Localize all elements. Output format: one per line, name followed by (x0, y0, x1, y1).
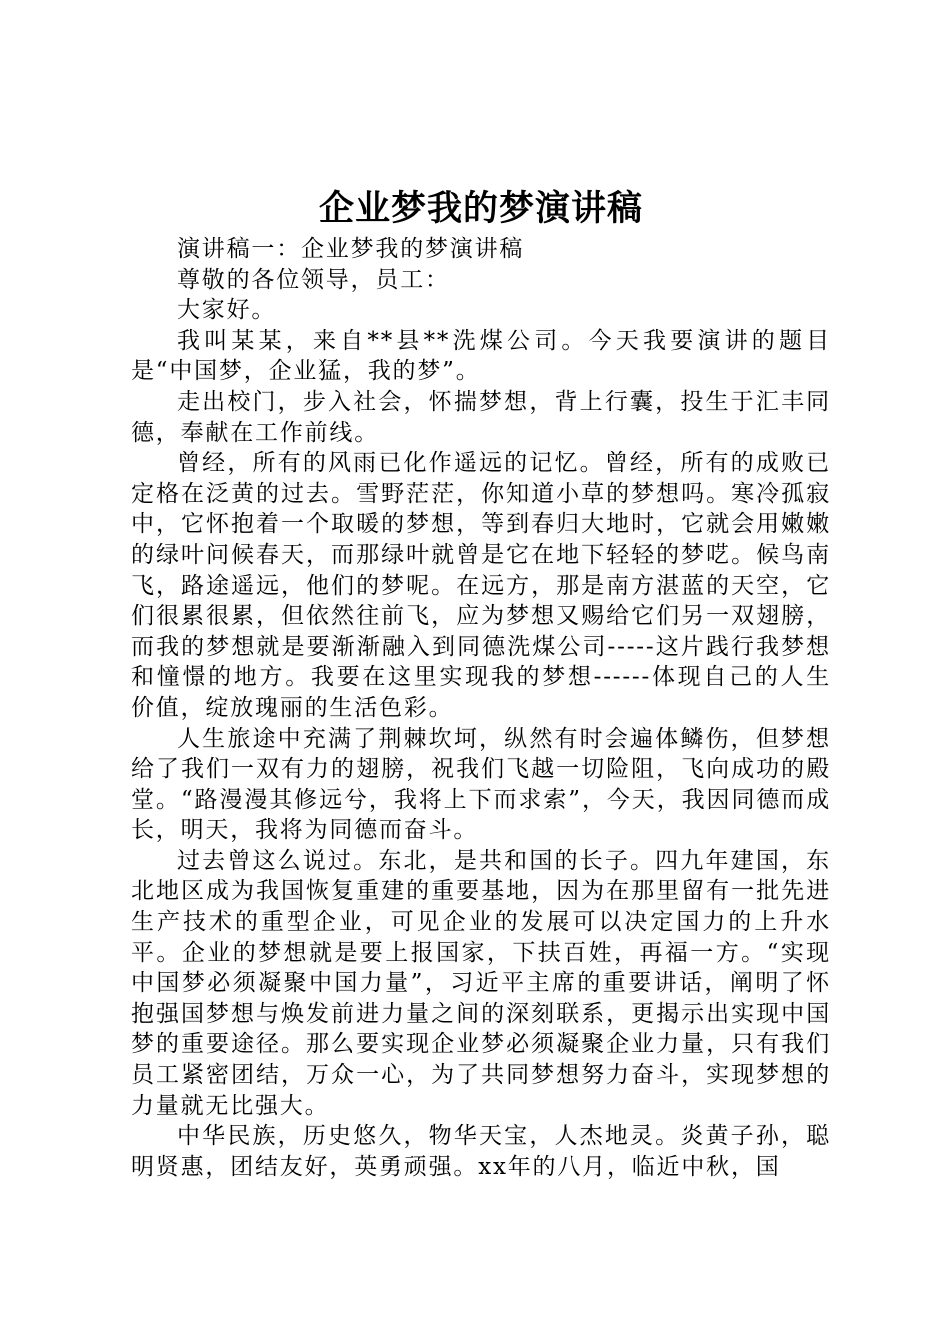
document-page (131, 182, 831, 1182)
paragraph-introduction: 我叫某某，来自**县**洗煤公司。今天我要演讲的题目是“中国梦，企业猛，我的梦”。 (131, 327, 831, 385)
paragraph-salutation: 尊敬的各位领导，员工： (177, 266, 450, 293)
paragraph: 走出校门，步入社会，怀揣梦想，背上行囊，投生于汇丰同德，奉献在工作前线。 (131, 388, 831, 446)
paragraph: 人生旅途中充满了荆棘坎坷，纵然有时会遍体鳞伤，但梦想给了我们一双有力的翅膀，祝我们飞越一切险阻，飞向成功的殿堂。“路漫漫其修远兮，我将上下而求索”，今天，我因同德而成长，明天，我将为同德而奋斗。 (131, 725, 831, 844)
document-body (131, 234, 831, 1182)
paragraph: 中华民族，历史悠久，物华天宝，人杰地灵。炎黄子孙，聪明贤惠，团结友好，英勇顽强。xx年的八月，临近中秋，国 (131, 1123, 831, 1180)
paragraph-heading: 演讲稿一：企业梦我的梦演讲稿 (177, 236, 525, 262)
paragraph-greeting: 大家好。 (177, 297, 277, 324)
document-title: 企业梦我的梦演讲稿 (318, 188, 643, 229)
paragraph: 曾经，所有的风雨已化作遥远的记忆。曾经，所有的成败已定格在泛黄的过去。雪野茫茫，你知道小草的梦想吗。寒冷孤寂中，它怀抱着一个取暖的梦想，等到春归大地时，它就会用嫩嫩的绿叶问候春天，而那绿叶就曾是它在地下轻轻的梦呓。候鸟南飞，路途遥远，他们的梦呢。在远方，那是南方湛蓝的天空，它们很累很累，但依然往前飞，应为梦想又赐给它们另一双翅膀，而我的梦想就是要渐渐融入到同德洗煤公司-----这片践行我梦想和憧憬的地方。我要在这里实现我的梦想------体现自己的人生价值，绽放瑰丽的生活色彩。 (131, 450, 831, 721)
paragraph: 过去曾这么说过。东北，是共和国的长子。四九年建国，东北地区成为我国恢复重建的重要基地，因为在那里留有一批先进生产技术的重型企业，可见企业的发展可以决定国力的上升水平。企业的梦想就是要上报国家，下扶百姓，再福一方。“实现中国梦必须凝聚中国力量”，习近平主席的重要讲话，阐明了怀抱强国梦想与焕发前进力量之间的深刻联系，更揭示出实现中国梦的重要途径。那么要实现企业梦必须凝聚企业力量，只有我们员工紧密团结，万众一心，为了共同梦想努力奋斗，实现梦想的力量就无比强大。 (131, 847, 831, 1119)
